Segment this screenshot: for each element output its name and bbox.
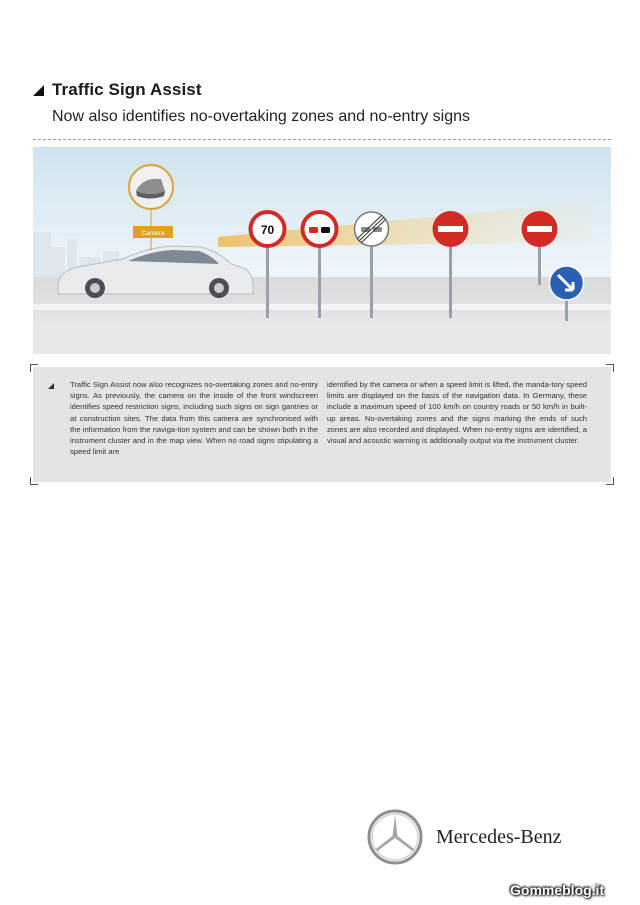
page-title: Traffic Sign Assist [52, 80, 202, 99]
crop-mark [30, 477, 38, 485]
header [33, 80, 613, 126]
brand-name: Mercedes-Benz [436, 825, 562, 848]
crop-mark [30, 364, 38, 372]
title-row [33, 80, 613, 100]
illustration [33, 147, 611, 354]
illustration-svg [33, 147, 611, 354]
divider [33, 139, 611, 140]
speed-limit-value: 70 [260, 223, 275, 237]
camera-tag [133, 226, 173, 238]
camera-label: Camera [141, 230, 165, 237]
mercedes-star-icon [366, 808, 424, 866]
crop-mark [606, 477, 614, 485]
info-text-column-1: Traffic Sign Assist now also recognizes no-overtaking zones and no-entry signs. As previously, the camera on the inside of the front windscreen identifies speed restriction signs, including such signs on sign gantries or at construction sites. The data from this camera are synchronised with the information from the naviga-tion system and can be shown both in the instrument cluster and in the map view. When no road signs stipulating a speed limit are [70, 380, 318, 457]
triangle-marker-icon [33, 85, 44, 96]
brand-logo [366, 808, 562, 866]
info-text-column-2: identified by the camera or when a speed limit is lifted, the manda-tory speed limits are displayed on the basis of the navigation data. In Germany, these include a maximum speed of 100 km/h on country roads or 50 km/h in built-up areas. No-overtaking zones and the signs marking the ends of such zones are also recorded and displayed. When no-entry signs are identified, a visual and acoustic warning is additionally output via the instrument cluster. [327, 380, 587, 446]
triangle-marker-icon [48, 383, 54, 389]
crop-mark [606, 364, 614, 372]
page-subtitle: Now also identifies no-overtaking zones and no-entry signs [52, 108, 471, 125]
info-box [33, 367, 611, 482]
watermark: Gommeblog.it [510, 882, 605, 898]
